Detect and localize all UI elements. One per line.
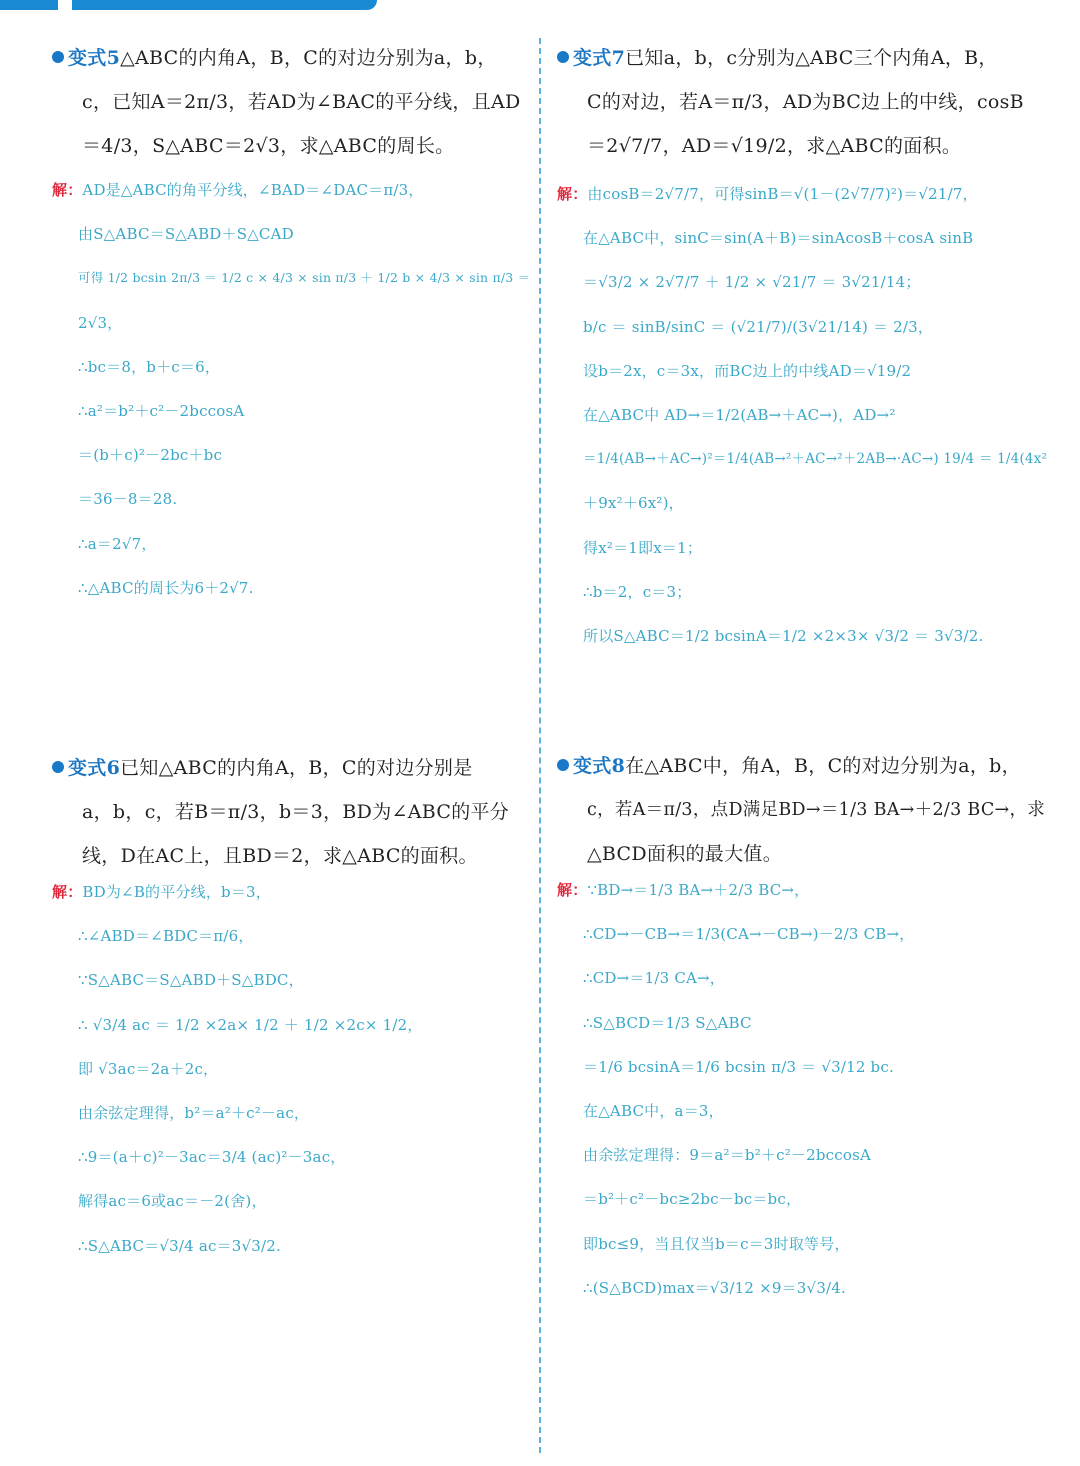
column-divider: [539, 38, 541, 1453]
problem-text: △BCD面积的最大值。: [587, 843, 782, 865]
solution-line: 得x²＝1即x＝1；: [583, 538, 703, 557]
solution-line: 解得ac＝6或ac＝－2(舍)，: [78, 1192, 267, 1211]
solution-label: 解：: [557, 185, 588, 203]
solution-7: [557, 172, 1047, 658]
problem-text: ＝4/3，S△ABC＝2√3，求△ABC的周长。: [82, 135, 455, 157]
problem-text: C的对边，若A＝π/3，AD为BC边上的中线，cosB: [587, 91, 1024, 113]
problem-text: 已知a，b，c分别为△ABC三个内角A，B，: [625, 47, 998, 69]
problem-text: 已知△ABC的内角A，B，C的对边分别是: [120, 757, 473, 779]
solution-line: ∴S△ABC＝√3/4 ac＝3√3/2.: [78, 1236, 281, 1255]
solution-line: ∴(S△BCD)max＝√3/12 ×9＝3√3/4.: [583, 1278, 847, 1297]
solution-label: 解：: [557, 881, 588, 899]
solution-line: ＝(b＋c)²－2bc＋bc: [78, 446, 223, 465]
solution-line: ∴∠ABD＝∠BDC＝π/6，: [78, 927, 254, 946]
solution-line: ∴CD→＝1/3 CA→，: [583, 969, 726, 988]
problem-text: △ABC的内角A，B，C的对边分别为a，b，: [120, 47, 497, 69]
solution-line: ∴9＝(a＋c)²－3ac＝3/4 (ac)²－3ac，: [78, 1148, 346, 1167]
solution-line: ∴a²＝b²＋c²－2bccosA: [78, 402, 245, 421]
problem-5: [52, 36, 532, 168]
solution-line: ＋9x²＋6x²)，: [583, 494, 684, 513]
solution-line: ∴ √3/4 ac ＝ 1/2 ×2a× 1/2 ＋ 1/2 ×2c× 1/2，: [78, 1015, 423, 1034]
solution-line: 由余弦定理得，b²＝a²＋c²－ac，: [78, 1104, 310, 1123]
problem-text: c，已知A＝2π/3，若AD为∠BAC的平分线，且AD: [82, 91, 521, 113]
problem-text: c，若A＝π/3，点D满足BD→＝1/3 BA→＋2/3 BC→，求: [587, 800, 1046, 820]
solution-line: ∴△ABC的周长为6＋2√7.: [78, 578, 254, 597]
solution-line: 可得 1/2 bcsin 2π/3 ＝ 1/2 c × 4/3 × sin π/3 ＋ 1/2 b × 4/3 × sin π/3 ＝: [78, 270, 531, 286]
solution-line: 在△ABC中 AD→＝1/2(AB→＋AC→)，AD→²: [583, 406, 896, 425]
problem-tag: 变式5: [68, 47, 121, 69]
solution-line: 在△ABC中，sinC＝sin(A＋B)＝sinAcosB＋cosA sinB: [583, 229, 974, 248]
problem-7: [557, 36, 1047, 168]
header-bar-left: [0, 0, 58, 10]
solution-label: 解：: [52, 181, 83, 199]
solution-line: ∴bc＝8，b＋c＝6，: [78, 357, 221, 376]
problem-text: 线，D在AC上，且BD＝2，求△ABC的面积。: [82, 845, 478, 867]
solution-line: AD是△ABC的角平分线，∠BAD＝∠DAC＝π/3，: [82, 181, 424, 199]
solution-line: ∴b＝2，c＝3；: [583, 582, 692, 601]
solution-line: ＝36－8＝28.: [78, 490, 178, 509]
bullet-icon: [557, 51, 569, 63]
solution-line: ＝1/6 bcsinA＝1/6 bcsin π/3 ＝ √3/12 bc.: [583, 1057, 894, 1076]
header-bar-tab: [72, 0, 377, 10]
solution-6: [52, 870, 534, 1268]
solution-5: [52, 168, 534, 610]
solution-line: 由cosB＝2√7/7，可得sinB＝√(1－(2√7/7)²)＝√21/7，: [587, 185, 978, 203]
solution-line: ＝b²＋c²－bc≥2bc－bc＝bc，: [583, 1190, 802, 1209]
solution-line: ∴a＝2√7，: [78, 534, 157, 553]
solution-line: 即 √3ac＝2a＋2c，: [78, 1059, 219, 1078]
problem-text: ＝2√7/7，AD＝√19/2，求△ABC的面积。: [587, 135, 962, 157]
solution-line: ∴CD→－CB→＝1/3(CA→－CB→)－2/3 CB→，: [583, 925, 915, 944]
solution-line: ＝1/4(AB→＋AC→)²＝1/4(AB→²＋AC→²＋2AB→·AC→) 19/4 ＝ 1/4(4x²: [583, 451, 1048, 468]
solution-line: 即bc≤9，当且仅当b＝c＝3时取等号，: [583, 1234, 850, 1253]
solution-line: 所以S△ABC＝1/2 bcsinA＝1/2 ×2×3× √3/2 ＝ 3√3/2.: [583, 627, 984, 646]
solution-line: 设b＝2x，c＝3x，而BC边上的中线AD＝√19/2: [583, 361, 912, 380]
solution-line: 由S△ABC＝S△ABD＋S△CAD: [78, 225, 294, 244]
solution-line: b/c ＝ sinB/sinC ＝ (√21/7)/(3√21/14) ＝ 2/3，: [583, 317, 934, 336]
solution-line: 在△ABC中，a＝3，: [583, 1102, 724, 1121]
solution-line: BD为∠B的平分线，b＝3，: [82, 883, 271, 901]
solution-line: ＝√3/2 × 2√7/7 ＋ 1/2 × √21/7 ＝ 3√21/14；: [583, 273, 921, 292]
solution-line: ∴S△BCD＝1/3 S△ABC: [583, 1013, 752, 1032]
bullet-icon: [52, 761, 64, 773]
solution-line: ∵BD→＝1/3 BA→＋2/3 BC→，: [587, 881, 810, 899]
bullet-icon: [52, 51, 64, 63]
solution-8: [557, 868, 1047, 1310]
problem-tag: 变式8: [573, 755, 626, 777]
solution-label: 解：: [52, 883, 83, 901]
bullet-icon: [557, 759, 569, 771]
problem-8: [557, 744, 1047, 876]
solution-line: ∵S△ABC＝S△ABD＋S△BDC，: [78, 971, 304, 990]
problem-tag: 变式6: [68, 757, 121, 779]
solution-line: 由余弦定理得：9＝a²＝b²＋c²－2bccosA: [583, 1146, 872, 1165]
problem-text: a，b，c，若B＝π/3，b＝3，BD为∠ABC的平分: [82, 801, 510, 823]
problem-text: 在△ABC中，角A，B，C的对边分别为a，b，: [625, 755, 1021, 777]
problem-tag: 变式7: [573, 47, 626, 69]
problem-6: [52, 746, 532, 878]
solution-line: 2√3，: [78, 313, 123, 332]
